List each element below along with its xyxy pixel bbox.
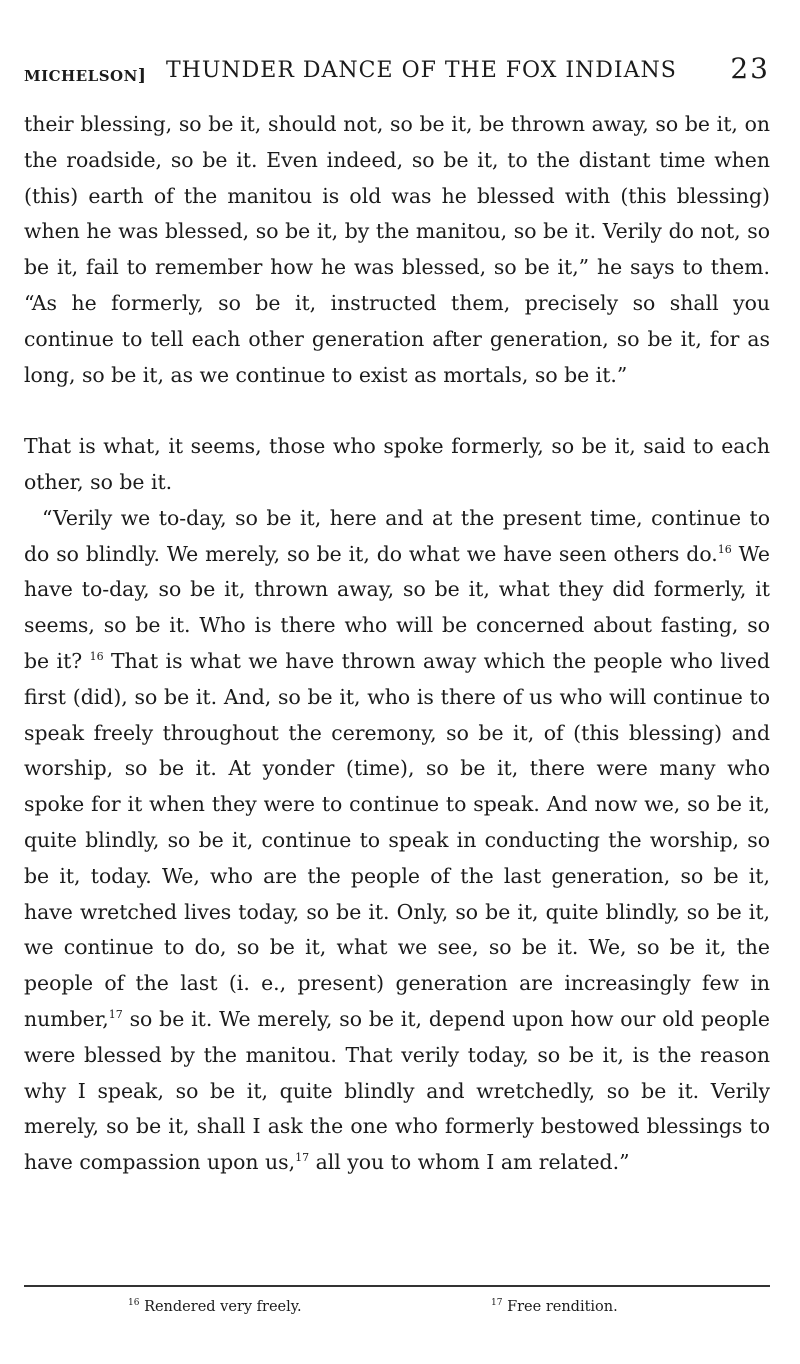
paragraph: [24, 107, 770, 393]
footnote-16: [128, 1297, 302, 1317]
text-run: We have to-day, so be it, thrown away, so be it, what they did formerly, it seems, so be it. Who is there who will be concerned about fasting, so be it?: [24, 541, 770, 673]
footnote-marker: 16: [128, 1298, 140, 1308]
footnote-17: [491, 1297, 618, 1317]
text-run: all you to whom I am related.”: [309, 1150, 630, 1175]
footnote-reference: 17: [108, 1007, 123, 1021]
footnote-marker: 17: [491, 1298, 503, 1308]
footnote-text: Free rendition.: [507, 1299, 618, 1315]
paragraph: [24, 501, 770, 1181]
paragraph: [24, 429, 770, 501]
body-text: [24, 107, 770, 1181]
text-run: That is what, it seems, those who spoke formerly, so be it, said to each other, so be it.: [24, 434, 770, 494]
text-run: their blessing, so be it, should not, so be it, be thrown away, so be it, on the roadside, so be it. Even indeed, so be it, to the distant time when (this) earth of the manitou is old was he blessed with (this blessing) when he was blessed, so be it, by the manitou, so be it. Verily do not, so be it, fail to remember how he was blessed, so be it,” he says to them. “As he formerly, so be it, instructed them, precisely so shall you continue to tell each other generation after generation, so be it, for as long, so be it, as we continue to exist as mortals, so be it.”: [24, 112, 770, 387]
footnote-reference: 17: [295, 1151, 310, 1165]
footnote-reference: 16: [717, 542, 732, 556]
footnote-text: Rendered very freely.: [144, 1299, 302, 1315]
text-run: so be it. We merely, so be it, depend upon how our old people were blessed by the manitou. That verily today, so be it, is the reason why I speak, so be it, quite blindly and wretchedly, so be it. Verily merely, so be it, shall I ask the one who formerly bestowed blessings to have compassion upon us,: [24, 1006, 770, 1175]
running-head: [24, 52, 770, 96]
footnote-divider: [24, 1285, 770, 1287]
running-head-author: MICHELSON]: [24, 66, 147, 86]
running-head-title: THUNDER DANCE OF THE FOX INDIANS: [166, 58, 677, 83]
text-run: That is what we have thrown away which the people who lived first (did), so be it. And, so be it, who is there of us who will continue to speak freely throughout the ceremony, so be it, of (this blessing) and worship, so be it. At yonder (time), so be it, there were many who spoke for it when they were to continue to speak. And now we, so be it, quite blindly, so be it, continue to speak in conducting the worship, so be it, today. We, who are the people of the last generation, so be it, have wretched lives today, so be it. Only, so be it, quite blindly, so be it, we continue to do, so be it, what we see, so be it. We, so be it, the people of the last (i. e., present) generation are increasingly few in number,: [24, 648, 770, 1031]
footnote-reference: 16: [89, 649, 104, 663]
page-number: 23: [730, 52, 770, 85]
text-run: “Verily we to-day, so be it, here and at the present time, continue to do so blindly. We merely, so be it, do what we have seen others do.: [24, 505, 770, 566]
